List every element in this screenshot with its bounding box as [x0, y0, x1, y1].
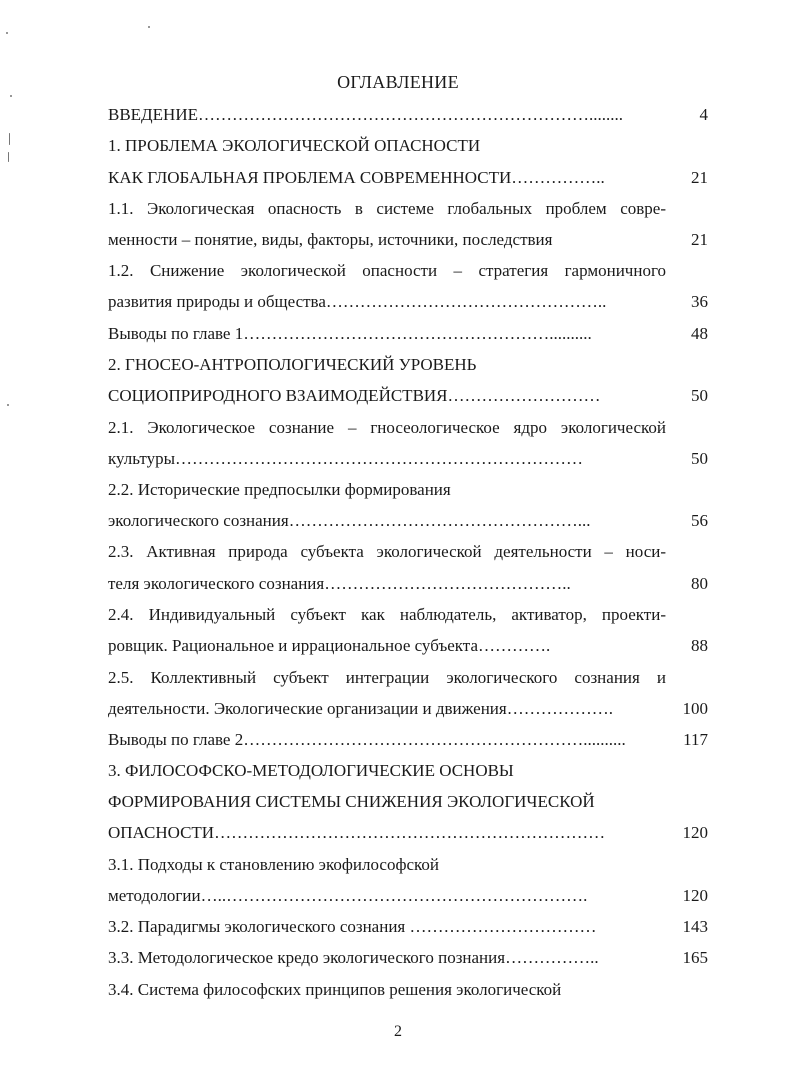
scan-speck: [148, 26, 150, 28]
toc-page-number: 48: [691, 324, 708, 343]
toc-entry-text: экологического сознания……………………………………………...: [108, 511, 591, 530]
toc-entry-text: 2.3. Активная природа субъекта экологической деятельности – носи-: [108, 542, 666, 561]
toc-page-number: 56: [691, 511, 708, 530]
toc-line[interactable]: [108, 571, 708, 597]
toc-entry-text: развития природы и общества…………………………………………..: [108, 292, 607, 311]
toc-line[interactable]: [108, 133, 708, 159]
toc-entry-text: 3.2. Парадигмы экологического сознания ……………………………: [108, 917, 597, 936]
toc-page-number: 120: [682, 886, 708, 905]
toc-line[interactable]: [108, 696, 708, 722]
toc-line[interactable]: [108, 852, 708, 878]
toc-line[interactable]: [108, 914, 708, 940]
scan-speck: [10, 95, 12, 97]
toc-entry-text: 2.1. Экологическое сознание – гносеологическое ядро экологической: [108, 418, 666, 437]
toc-entry-text: Выводы по главе 1………………………………………………..........: [108, 324, 592, 343]
toc-entry-text: 3.4. Система философских принципов решения экологической: [108, 980, 562, 999]
toc-entry-text: КАК ГЛОБАЛЬНАЯ ПРОБЛЕМА СОВРЕМЕННОСТИ……………..: [108, 168, 605, 187]
toc-entry-text: культуры………………………………………………………………: [108, 449, 583, 468]
toc-page-number: 117: [683, 730, 708, 749]
toc-entry-text: методологии…..……………………………………………………….: [108, 886, 588, 905]
toc-entry-text: 2.5. Коллективный субъект интеграции экологического сознания и: [108, 668, 666, 687]
toc-page-number: 50: [691, 386, 708, 405]
toc-page-number: 143: [682, 917, 708, 936]
toc-line[interactable]: [108, 477, 708, 503]
toc-entry-text: Выводы по главе 2……………………………………………………..........: [108, 730, 626, 749]
page-title: ОГЛАВЛЕНИЕ: [337, 72, 459, 92]
toc-line[interactable]: [108, 383, 708, 409]
toc-page-number: 80: [691, 574, 708, 593]
toc-entry-text: менности – понятие, виды, факторы, источники, последствия: [108, 230, 553, 249]
toc-page-number: 50: [691, 449, 708, 468]
toc-line[interactable]: [108, 102, 708, 128]
toc-entry-text: ровщик. Рациональное и иррациональное субъекта………….: [108, 636, 551, 655]
toc-line[interactable]: [108, 415, 708, 441]
toc-page-number: 88: [691, 636, 708, 655]
toc-entry-text: деятельности. Экологические организации и движения……………….: [108, 699, 613, 718]
toc-line[interactable]: [108, 789, 708, 815]
page-number: 2: [394, 1023, 402, 1040]
scan-speck: [7, 404, 9, 406]
toc-entry-text: 3.3. Методологическое кредо экологического познания……………..: [108, 948, 599, 967]
scan-speck: [8, 152, 9, 162]
toc-line[interactable]: [108, 446, 708, 472]
toc-line[interactable]: [108, 820, 708, 846]
scan-speck: [9, 133, 10, 145]
toc-entry-text: 1.1. Экологическая опасность в системе глобальных проблем совре-: [108, 199, 666, 218]
toc-line[interactable]: [108, 508, 708, 534]
toc-line[interactable]: [108, 321, 708, 347]
toc-line[interactable]: [108, 977, 708, 1003]
toc-page-number: 165: [682, 948, 708, 967]
toc-entry-text: ОПАСНОСТИ……………………………………………………………: [108, 823, 606, 842]
toc-entry-text: 1.2. Снижение экологической опасности – стратегия гармоничного: [108, 261, 666, 280]
toc-line[interactable]: [108, 352, 708, 378]
toc-line[interactable]: [108, 758, 708, 784]
toc-page-number: 21: [691, 168, 708, 187]
toc-page-number: 21: [691, 230, 708, 249]
toc-page-number: 4: [699, 105, 708, 124]
toc-line[interactable]: [108, 258, 708, 284]
toc-entry-text: СОЦИОПРИРОДНОГО ВЗАИМОДЕЙСТВИЯ………………………: [108, 386, 601, 405]
scan-speck: [6, 32, 8, 34]
toc-entry-text: ФОРМИРОВАНИЯ СИСТЕМЫ СНИЖЕНИЯ ЭКОЛОГИЧЕСКОЙ: [108, 792, 595, 811]
toc-line[interactable]: [108, 883, 708, 909]
toc-entry-text: 3.1. Подходы к становлению экофилософской: [108, 855, 439, 874]
toc-entry-text: 1. ПРОБЛЕМА ЭКОЛОГИЧЕСКОЙ ОПАСНОСТИ: [108, 136, 481, 155]
toc-entry-text: 2.2. Исторические предпосылки формирования: [108, 480, 451, 499]
toc-line[interactable]: [108, 227, 708, 253]
toc-line[interactable]: [108, 602, 708, 628]
toc-page-number: 36: [691, 292, 708, 311]
toc-page-number: 120: [682, 823, 708, 842]
toc-line[interactable]: [108, 727, 708, 753]
toc-entry-text: теля экологического сознания……………………………………..: [108, 574, 571, 593]
toc-line[interactable]: [108, 633, 708, 659]
toc-page-number: 100: [682, 699, 708, 718]
toc-line[interactable]: [108, 945, 708, 971]
toc-line[interactable]: [108, 289, 708, 315]
toc-entry-text: 3. ФИЛОСОФСКО-МЕТОДОЛОГИЧЕСКИЕ ОСНОВЫ: [108, 761, 514, 780]
toc-entry-text: 2. ГНОСЕО-АНТРОПОЛОГИЧЕСКИЙ УРОВЕНЬ: [108, 355, 477, 374]
toc-line[interactable]: [108, 665, 708, 691]
toc-line[interactable]: [108, 539, 708, 565]
toc-line[interactable]: [108, 165, 708, 191]
toc-entry-text: 2.4. Индивидуальный субъект как наблюдатель, активатор, проекти-: [108, 605, 666, 624]
toc-entry-text: ВВЕДЕНИЕ……………………………………………………………........: [108, 105, 623, 124]
toc-line[interactable]: [108, 196, 708, 222]
